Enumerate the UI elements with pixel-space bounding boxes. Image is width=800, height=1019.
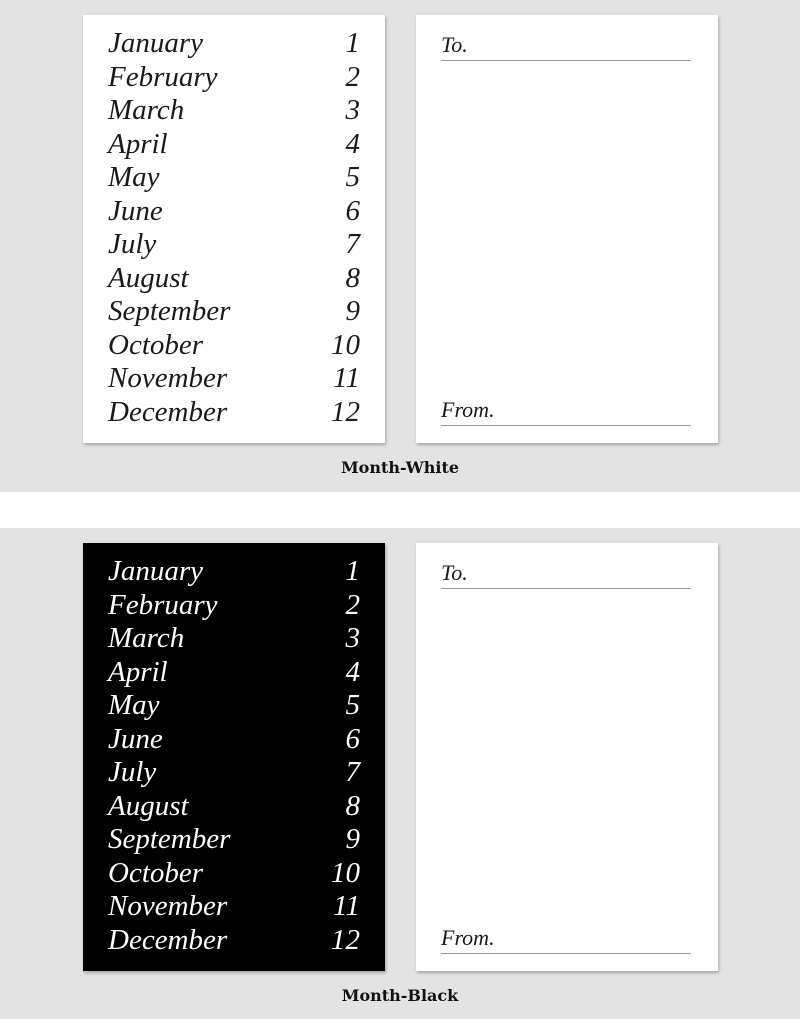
month-number: 7 — [345, 228, 360, 260]
month-name: July — [108, 228, 157, 260]
from-field: From. — [441, 925, 691, 954]
month-row — [108, 262, 360, 296]
month-number: 3 — [345, 622, 360, 654]
month-row — [108, 195, 360, 229]
month-number: 7 — [345, 756, 360, 788]
month-name: July — [108, 756, 157, 788]
month-row — [108, 61, 360, 95]
month-number: 5 — [345, 689, 360, 721]
month-name: October — [108, 856, 204, 889]
month-name: December — [108, 395, 228, 428]
month-row — [108, 329, 360, 363]
month-name: November — [108, 362, 228, 394]
month-row — [108, 128, 360, 162]
month-number: 8 — [345, 789, 360, 822]
month-row — [108, 790, 360, 824]
month-list — [108, 555, 360, 957]
month-row — [108, 857, 360, 891]
month-number: 10 — [331, 856, 360, 889]
month-white-panel — [0, 0, 800, 492]
month-number: 9 — [345, 295, 360, 327]
month-row — [108, 924, 360, 958]
month-row — [108, 362, 360, 396]
month-name: January — [108, 555, 204, 587]
month-black-panel — [0, 528, 800, 1019]
month-number: 6 — [345, 722, 360, 755]
month-row — [108, 228, 360, 262]
month-name: June — [108, 194, 163, 227]
to-field: To. — [441, 32, 691, 61]
month-row — [108, 396, 360, 430]
month-row — [108, 890, 360, 924]
month-name: December — [108, 923, 228, 956]
month-number: 12 — [331, 395, 360, 428]
month-number: 9 — [345, 823, 360, 855]
month-row — [108, 161, 360, 195]
design-caption: Month-White — [340, 458, 460, 477]
month-name: February — [108, 60, 218, 93]
month-name: May — [108, 689, 160, 721]
month-number: 2 — [345, 588, 360, 621]
design-caption: Month-Black — [341, 986, 459, 1005]
month-number: 10 — [331, 328, 360, 361]
note-card-white — [416, 15, 718, 443]
month-row — [108, 27, 360, 61]
note-card-black-set — [416, 543, 718, 971]
month-number: 11 — [333, 362, 360, 394]
to-field: To. — [441, 560, 691, 589]
month-row — [108, 656, 360, 690]
month-name: September — [108, 823, 231, 855]
month-row — [108, 823, 360, 857]
month-row — [108, 689, 360, 723]
month-number: 2 — [345, 60, 360, 93]
month-number: 11 — [333, 890, 360, 922]
month-number: 4 — [345, 127, 360, 160]
month-row — [108, 589, 360, 623]
month-number: 12 — [331, 923, 360, 956]
month-number: 4 — [345, 655, 360, 688]
month-name: November — [108, 890, 228, 922]
from-field: From. — [441, 397, 691, 426]
month-number: 6 — [345, 194, 360, 227]
month-row — [108, 723, 360, 757]
month-number: 5 — [345, 161, 360, 193]
month-name: May — [108, 161, 160, 193]
month-name: March — [108, 622, 185, 654]
month-name: March — [108, 94, 185, 126]
month-name: January — [108, 27, 204, 59]
month-number: 8 — [345, 261, 360, 294]
month-name: September — [108, 295, 231, 327]
month-name: October — [108, 328, 204, 361]
month-row — [108, 622, 360, 656]
month-number: 1 — [345, 555, 360, 587]
month-list — [108, 27, 360, 429]
month-list-card-black — [83, 543, 385, 971]
month-list-card-white — [83, 15, 385, 443]
month-name: June — [108, 722, 163, 755]
month-name: August — [108, 789, 189, 822]
month-row — [108, 94, 360, 128]
month-row — [108, 555, 360, 589]
month-name: February — [108, 588, 218, 621]
month-name: August — [108, 261, 189, 294]
month-row — [108, 295, 360, 329]
month-row — [108, 756, 360, 790]
month-number: 3 — [345, 94, 360, 126]
month-name: April — [108, 127, 168, 160]
month-name: April — [108, 655, 168, 688]
month-number: 1 — [345, 27, 360, 59]
